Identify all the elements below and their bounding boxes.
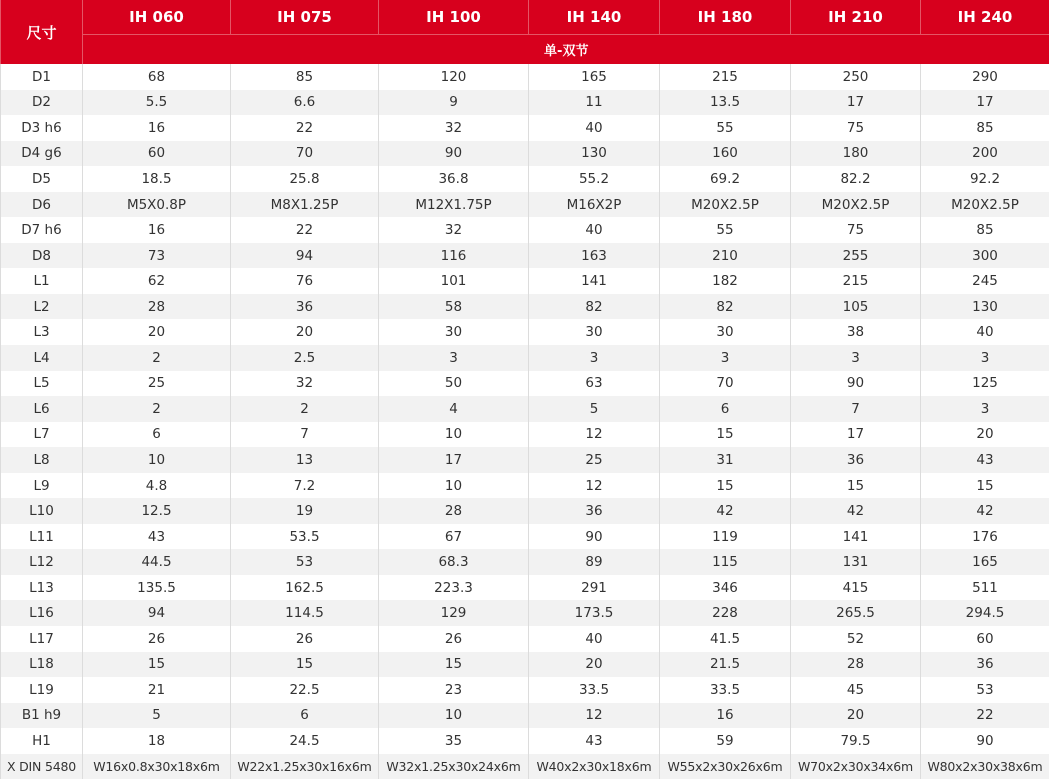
row-label: B1 h9 [1, 703, 83, 729]
table-cell: 15 [231, 652, 379, 678]
table-cell: 163 [529, 243, 660, 269]
table-cell: 21 [83, 677, 231, 703]
table-cell: 82.2 [791, 166, 921, 192]
table-cell: 45 [791, 677, 921, 703]
table-cell: 70 [660, 371, 791, 397]
table-cell: 70 [231, 141, 379, 167]
table-row [1, 600, 1049, 626]
table-cell: 26 [83, 626, 231, 652]
table-cell: 36.8 [379, 166, 529, 192]
table-cell: 141 [529, 268, 660, 294]
table-cell: 215 [660, 64, 791, 90]
table-cell: 76 [231, 268, 379, 294]
table-cell: 131 [791, 549, 921, 575]
table-cell: 115 [660, 549, 791, 575]
table-cell: 18.5 [83, 166, 231, 192]
table-cell: 22 [231, 217, 379, 243]
table-cell: 255 [791, 243, 921, 269]
table-cell: 20 [791, 703, 921, 729]
table-cell: 68 [83, 64, 231, 90]
table-cell: 22.5 [231, 677, 379, 703]
table-cell: 2.5 [231, 345, 379, 371]
table-cell: 32 [379, 217, 529, 243]
table-cell: W22x1.25x30x16x6m [231, 754, 379, 780]
table-cell: 17 [921, 90, 1049, 116]
table-cell: 30 [660, 319, 791, 345]
table-cell: 13.5 [660, 90, 791, 116]
table-cell: 89 [529, 549, 660, 575]
table-cell: 180 [791, 141, 921, 167]
table-row [1, 422, 1049, 448]
table-cell: 62 [83, 268, 231, 294]
table-cell: 43 [83, 524, 231, 550]
table-cell: 22 [921, 703, 1049, 729]
table-cell: 16 [83, 115, 231, 141]
row-label: H1 [1, 728, 83, 754]
table-cell: 17 [379, 447, 529, 473]
column-header: IH 060 [83, 0, 231, 35]
table-cell: 20 [921, 422, 1049, 448]
table-cell: 7 [231, 422, 379, 448]
table-cell: 12 [529, 422, 660, 448]
table-cell: 141 [791, 524, 921, 550]
table-cell: 173.5 [529, 600, 660, 626]
table-cell: 38 [791, 319, 921, 345]
table-row [1, 626, 1049, 652]
corner-header: 尺寸 [1, 0, 83, 64]
table-cell: 42 [660, 498, 791, 524]
column-header: IH 100 [379, 0, 529, 35]
table-cell: 2 [231, 396, 379, 422]
table-row [1, 192, 1049, 218]
table-cell: 42 [791, 498, 921, 524]
table-cell: 5 [83, 703, 231, 729]
table-cell: 114.5 [231, 600, 379, 626]
table-cell: 94 [231, 243, 379, 269]
table-cell: 20 [231, 319, 379, 345]
table-cell: 291 [529, 575, 660, 601]
table-cell: 82 [660, 294, 791, 320]
table-cell: 2 [83, 396, 231, 422]
table-cell: 13 [231, 447, 379, 473]
table-cell: 50 [379, 371, 529, 397]
table-cell: 90 [379, 141, 529, 167]
table-cell: 135.5 [83, 575, 231, 601]
table-row [1, 703, 1049, 729]
table-cell: 92.2 [921, 166, 1049, 192]
table-row [1, 166, 1049, 192]
table-cell: 21.5 [660, 652, 791, 678]
table-cell: 41.5 [660, 626, 791, 652]
table-cell: 101 [379, 268, 529, 294]
table-row [1, 141, 1049, 167]
table-cell: 11 [529, 90, 660, 116]
column-header: IH 210 [791, 0, 921, 35]
table-cell: 215 [791, 268, 921, 294]
row-label: D7 h6 [1, 217, 83, 243]
table-cell: 24.5 [231, 728, 379, 754]
table-cell: 40 [921, 319, 1049, 345]
row-label: L6 [1, 396, 83, 422]
table-cell: 20 [83, 319, 231, 345]
table-cell: 42 [921, 498, 1049, 524]
table-row [1, 652, 1049, 678]
table-cell: 32 [231, 371, 379, 397]
row-label: L2 [1, 294, 83, 320]
table-cell: 90 [791, 371, 921, 397]
table-cell: 17 [791, 422, 921, 448]
row-label: L1 [1, 268, 83, 294]
table-cell: 55 [660, 115, 791, 141]
table-cell: 125 [921, 371, 1049, 397]
table-cell: M5X0.8P [83, 192, 231, 218]
row-label: L8 [1, 447, 83, 473]
table-cell: 12.5 [83, 498, 231, 524]
table-row [1, 345, 1049, 371]
row-label: L3 [1, 319, 83, 345]
table-cell: 415 [791, 575, 921, 601]
table-cell: W55x2x30x26x6m [660, 754, 791, 780]
table-cell: 165 [529, 64, 660, 90]
table-cell: 36 [231, 294, 379, 320]
table-cell: 22 [231, 115, 379, 141]
table-cell: 165 [921, 549, 1049, 575]
table-cell: 32 [379, 115, 529, 141]
row-label: D6 [1, 192, 83, 218]
table-cell: 15 [921, 473, 1049, 499]
table-cell: 300 [921, 243, 1049, 269]
table-cell: 40 [529, 626, 660, 652]
table-cell: 33.5 [529, 677, 660, 703]
table-row [1, 217, 1049, 243]
table-cell: 346 [660, 575, 791, 601]
table-cell: 73 [83, 243, 231, 269]
table-cell: M20X2.5P [660, 192, 791, 218]
table-cell: 9 [379, 90, 529, 116]
table-cell: 245 [921, 268, 1049, 294]
table-cell: 119 [660, 524, 791, 550]
table-cell: 10 [83, 447, 231, 473]
table-cell: 290 [921, 64, 1049, 90]
table-cell: 59 [660, 728, 791, 754]
row-label: L10 [1, 498, 83, 524]
table-row [1, 754, 1049, 780]
table-cell: 15 [660, 473, 791, 499]
table-cell: 75 [791, 217, 921, 243]
table-cell: 25 [83, 371, 231, 397]
table-row [1, 294, 1049, 320]
table-row [1, 677, 1049, 703]
row-label: L12 [1, 549, 83, 575]
table-cell: 33.5 [660, 677, 791, 703]
table-row [1, 498, 1049, 524]
table-row [1, 90, 1049, 116]
table-cell: 200 [921, 141, 1049, 167]
table-cell: 44.5 [83, 549, 231, 575]
table-row [1, 64, 1049, 90]
table-cell: 6 [231, 703, 379, 729]
table-cell: 35 [379, 728, 529, 754]
table-cell: 16 [660, 703, 791, 729]
column-header: IH 240 [921, 0, 1049, 35]
table-cell: 55.2 [529, 166, 660, 192]
table-cell: 15 [791, 473, 921, 499]
table-cell: 12 [529, 473, 660, 499]
row-label: L18 [1, 652, 83, 678]
table-cell: 12 [529, 703, 660, 729]
table-cell: 2 [83, 345, 231, 371]
table-cell: 60 [921, 626, 1049, 652]
table-cell: 10 [379, 703, 529, 729]
table-cell: 3 [921, 345, 1049, 371]
table-cell: W16x0.8x30x18x6m [83, 754, 231, 780]
table-cell: 40 [529, 217, 660, 243]
row-label: X DIN 5480 [1, 754, 83, 780]
table-cell: 90 [921, 728, 1049, 754]
row-label: D1 [1, 64, 83, 90]
table-cell: 7 [791, 396, 921, 422]
table-cell: W40x2x30x18x6m [529, 754, 660, 780]
table-cell: 116 [379, 243, 529, 269]
table-cell: 6 [660, 396, 791, 422]
table-cell: 176 [921, 524, 1049, 550]
table-cell: 79.5 [791, 728, 921, 754]
row-label: D3 h6 [1, 115, 83, 141]
table-cell: 7.2 [231, 473, 379, 499]
table-cell: 30 [529, 319, 660, 345]
table-cell: 5.5 [83, 90, 231, 116]
table-cell: 294.5 [921, 600, 1049, 626]
row-label: L9 [1, 473, 83, 499]
table-row [1, 115, 1049, 141]
table-row [1, 396, 1049, 422]
table-cell: 52 [791, 626, 921, 652]
table-cell: 3 [791, 345, 921, 371]
table-cell: 15 [379, 652, 529, 678]
table-cell: 4 [379, 396, 529, 422]
table-row [1, 549, 1049, 575]
column-header: IH 140 [529, 0, 660, 35]
table-cell: W80x2x30x38x6m [921, 754, 1049, 780]
table-cell: M8X1.25P [231, 192, 379, 218]
table-cell: 130 [921, 294, 1049, 320]
table-cell: 228 [660, 600, 791, 626]
table-cell: 31 [660, 447, 791, 473]
table-cell: 30 [379, 319, 529, 345]
table-cell: 82 [529, 294, 660, 320]
table-cell: W70x2x30x34x6m [791, 754, 921, 780]
table-row [1, 243, 1049, 269]
table-cell: 3 [660, 345, 791, 371]
table-cell: 36 [791, 447, 921, 473]
table-row [1, 447, 1049, 473]
row-label: D8 [1, 243, 83, 269]
table-cell: W32x1.25x30x24x6m [379, 754, 529, 780]
table-cell: 511 [921, 575, 1049, 601]
table-body [1, 64, 1049, 779]
table-cell: 162.5 [231, 575, 379, 601]
table-cell: 36 [921, 652, 1049, 678]
row-label: D4 g6 [1, 141, 83, 167]
table-cell: 53 [921, 677, 1049, 703]
table-row [1, 268, 1049, 294]
table-cell: 25 [529, 447, 660, 473]
table-cell: M12X1.75P [379, 192, 529, 218]
header-row [1, 0, 1049, 35]
table-row [1, 371, 1049, 397]
row-label: L13 [1, 575, 83, 601]
table-cell: 25.8 [231, 166, 379, 192]
row-label: L17 [1, 626, 83, 652]
table-row [1, 473, 1049, 499]
table-cell: 15 [83, 652, 231, 678]
table-cell: 94 [83, 600, 231, 626]
row-label: L7 [1, 422, 83, 448]
table-row [1, 575, 1049, 601]
table-cell: 3 [921, 396, 1049, 422]
table-cell: 3 [529, 345, 660, 371]
table-row [1, 728, 1049, 754]
table-cell: 19 [231, 498, 379, 524]
row-label: L5 [1, 371, 83, 397]
row-label: L4 [1, 345, 83, 371]
row-label: D5 [1, 166, 83, 192]
table-cell: 63 [529, 371, 660, 397]
table-cell: 210 [660, 243, 791, 269]
table-cell: 120 [379, 64, 529, 90]
table-cell: 90 [529, 524, 660, 550]
table-row [1, 319, 1049, 345]
table-cell: 85 [231, 64, 379, 90]
table-cell: 17 [791, 90, 921, 116]
table-cell: M16X2P [529, 192, 660, 218]
table-cell: 182 [660, 268, 791, 294]
table-cell: 5 [529, 396, 660, 422]
table-cell: 43 [529, 728, 660, 754]
table-cell: 53.5 [231, 524, 379, 550]
table-cell: 15 [660, 422, 791, 448]
table-cell: 250 [791, 64, 921, 90]
table-cell: M20X2.5P [921, 192, 1049, 218]
table-cell: 105 [791, 294, 921, 320]
column-header: IH 075 [231, 0, 379, 35]
table-cell: 28 [83, 294, 231, 320]
table-cell: 18 [83, 728, 231, 754]
row-label: L11 [1, 524, 83, 550]
table-cell: 55 [660, 217, 791, 243]
table-cell: 6.6 [231, 90, 379, 116]
table-cell: 69.2 [660, 166, 791, 192]
table-cell: 28 [379, 498, 529, 524]
table-cell: 10 [379, 422, 529, 448]
table-cell: 23 [379, 677, 529, 703]
table-cell: M20X2.5P [791, 192, 921, 218]
table-cell: 68.3 [379, 549, 529, 575]
table-cell: 60 [83, 141, 231, 167]
table-cell: 16 [83, 217, 231, 243]
table-cell: 3 [379, 345, 529, 371]
table-cell: 6 [83, 422, 231, 448]
table-cell: 4.8 [83, 473, 231, 499]
table-cell: 58 [379, 294, 529, 320]
table-cell: 40 [529, 115, 660, 141]
table-cell: 67 [379, 524, 529, 550]
group-header-row [1, 35, 1049, 65]
table-cell: 53 [231, 549, 379, 575]
table-cell: 265.5 [791, 600, 921, 626]
table-cell: 160 [660, 141, 791, 167]
table-cell: 43 [921, 447, 1049, 473]
table-cell: 85 [921, 217, 1049, 243]
row-label: L16 [1, 600, 83, 626]
table-cell: 85 [921, 115, 1049, 141]
row-label: L19 [1, 677, 83, 703]
table-cell: 26 [379, 626, 529, 652]
table-cell: 75 [791, 115, 921, 141]
table-cell: 28 [791, 652, 921, 678]
table-cell: 129 [379, 600, 529, 626]
row-label: D2 [1, 90, 83, 116]
table-cell: 36 [529, 498, 660, 524]
column-header: IH 180 [660, 0, 791, 35]
table-cell: 130 [529, 141, 660, 167]
table-cell: 10 [379, 473, 529, 499]
table-cell: 20 [529, 652, 660, 678]
table-cell: 26 [231, 626, 379, 652]
group-header: 单-双节 [83, 35, 1049, 65]
table-cell: 223.3 [379, 575, 529, 601]
table-row [1, 524, 1049, 550]
